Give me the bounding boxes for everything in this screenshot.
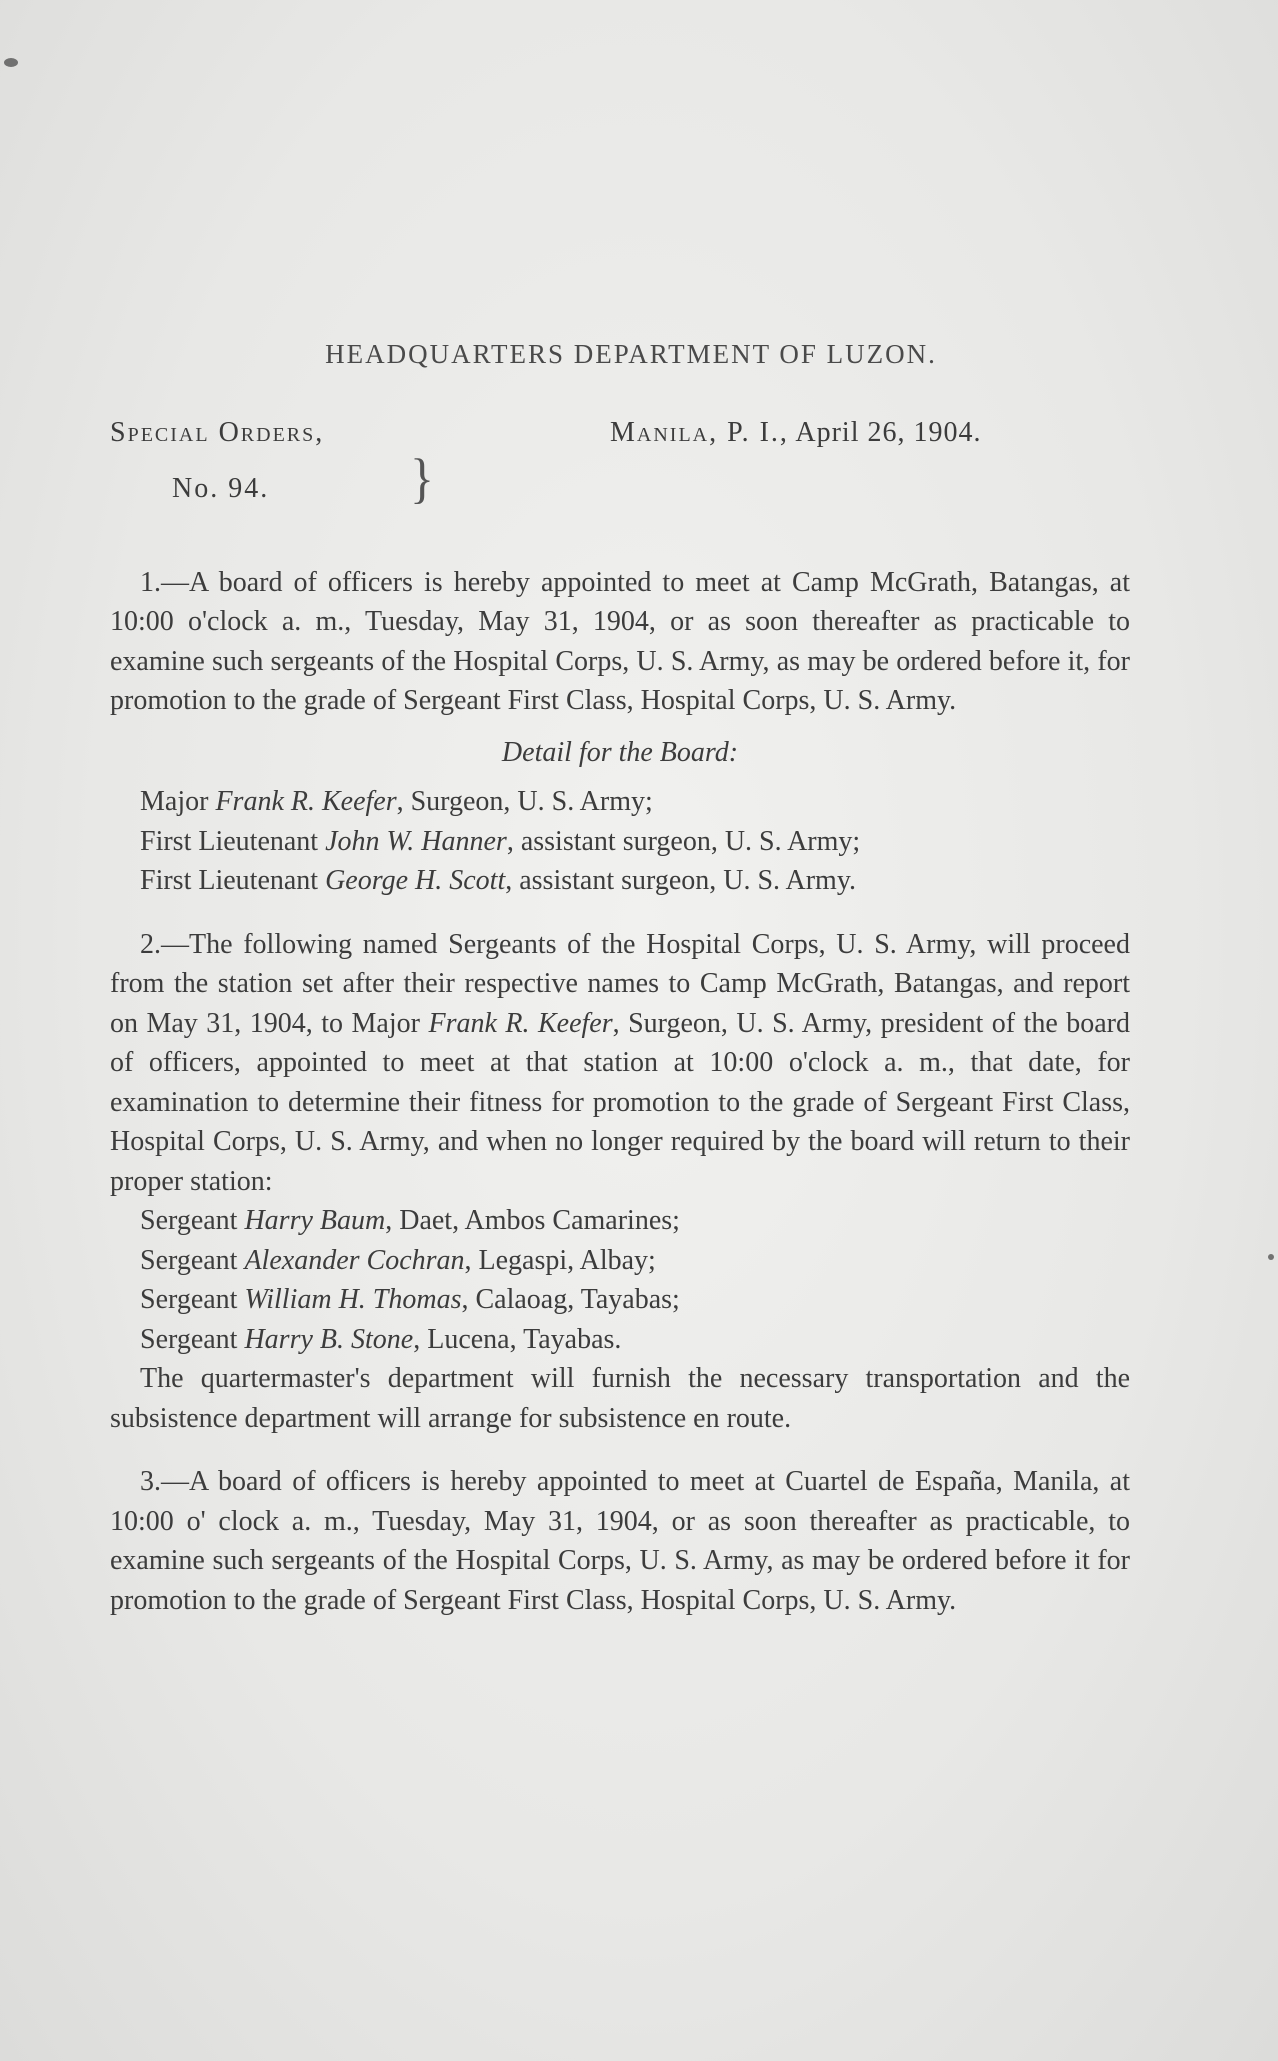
orders-label: Special Orders, <box>110 416 325 448</box>
sergeant-item: Sergeant Harry Baum, Daet, Ambos Camarines; <box>140 1205 680 1236</box>
page-mark <box>1268 1254 1274 1260</box>
document-body <box>110 335 1130 1620</box>
place-date <box>610 413 981 453</box>
brace-icon: } <box>410 446 434 509</box>
board-members <box>110 782 1130 901</box>
section-3-text: 3.—A board of officers is hereby appointed to meet at Cuartel de España, Manila, at 10:00 o' clock a. m., Tuesday, May 31, 1904, or as soon thereafter as practicable, to examine such sergeants of the Hospital Corps, U. S. Army, as may be ordered before it for promotion to the grade of Sergeant First Class, Hospital Corps, U. S. Army. <box>110 1466 1130 1616</box>
board-member: First Lieutenant John W. Hanner, assistant surgeon, U. S. Army; <box>140 825 861 857</box>
member-name: John W. Hanner <box>325 825 507 857</box>
sergeant-item: Sergeant Harry B. Stone, Lucena, Tayabas. <box>140 1323 622 1355</box>
detail-heading: Detail for the Board: <box>501 736 739 768</box>
board-member: First Lieutenant George H. Scott, assistant surgeon, U. S. Army. <box>140 865 856 896</box>
sergeant-name: Harry B. Stone <box>244 1323 414 1355</box>
president-name: Frank R. Keefer <box>428 1007 613 1039</box>
sergeant-item: Sergeant William H. Thomas, Calaoag, Tayabas; <box>140 1284 680 1315</box>
orders-number: No. 94. <box>172 472 270 504</box>
section-2-closing: The quartermaster's department will furnish the necessary transportation and the subsistence department will arrange for subsistence en route. <box>110 1363 1130 1434</box>
section-2-text: 2.—The following named Sergeants of the Hospital Corps, U. S. Army, will proceed from the station set after their respective names to Camp McGrath, Batangas, and report on May 31, 1904, to Major Frank R. Keefer, Surgeon, U. S. Army, president of the board of officers, appointed to meet at that station at 10:00 o'clock a. m., that date, for examination to determine their fitness for promotion to the grade of Sergeant First Class, Hospital Corps, U. S. Army, and when no longer required by the board will return to their proper station: <box>110 928 1130 1197</box>
sergeant-name: Harry Baum <box>244 1205 386 1236</box>
orders-header <box>110 413 1130 523</box>
sergeant-name: William H. Thomas <box>244 1284 462 1315</box>
place: Manila, P. I., <box>610 416 789 448</box>
page-mark <box>4 58 18 67</box>
member-name: Frank R. Keefer <box>215 786 397 817</box>
date: April 26, 1904. <box>795 416 982 448</box>
board-member: Major Frank R. Keefer, Surgeon, U. S. Army; <box>140 786 653 817</box>
member-name: George H. Scott <box>325 865 506 896</box>
sergeant-name: Alexander Cochran <box>244 1244 465 1276</box>
sergeant-item: Sergeant Alexander Cochran, Legaspi, Albay; <box>140 1244 656 1276</box>
sergeant-list <box>110 1201 1130 1359</box>
section-1-text: 1.—A board of officers is hereby appointed to meet at Camp McGrath, Batangas, at 10:00 o'clock a. m., Tuesday, May 31, 1904, or as soon thereafter as practicable to examine such sergeants of the Hospital Corps, U. S. Army, as may be ordered before it, for promotion to the grade of Sergeant First Class, Hospital Corps, U. S. Army. <box>110 566 1130 716</box>
document-heading: HEADQUARTERS DEPARTMENT OF LUZON. <box>325 339 937 369</box>
